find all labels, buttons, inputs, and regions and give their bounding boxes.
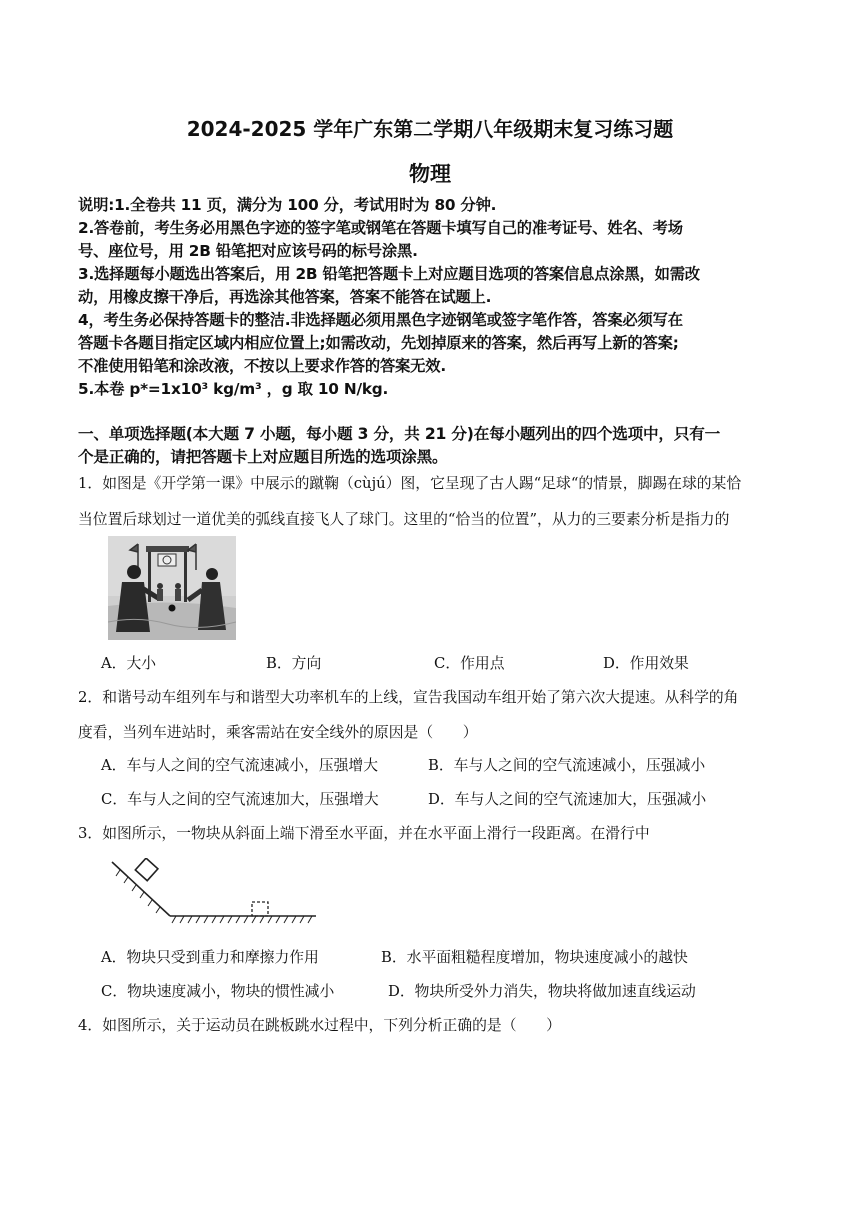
instruction-line: 5.本卷 p*=1x10³ kg/m³ ，g 取 10 N/kg. <box>78 380 389 398</box>
instruction-line: 说明:1.全卷共 11 页，满分为 100 分，考试用时为 80 分钟. <box>78 196 497 214</box>
option-b: B．车与人之间的空气流速减小，压强减小 <box>428 757 706 774</box>
section-heading: 个是正确的，请把答题卡上对应题目所选的选项涂黑。 <box>78 448 448 466</box>
instruction-line: 动，用橡皮擦干净后，再选涂其他答案，答案不能答在试题上. <box>78 288 492 306</box>
option-c: C．车与人之间的空气流速加大，压强增大 <box>101 791 379 808</box>
instruction-line: 2.答卷前，考生务必用黑色字迹的签字笔或钢笔在答题卡填写自己的准考证号、姓名、考场 <box>78 219 683 237</box>
question-text: 当位置后球划过一道优美的弧线直接飞人了球门。这里的“恰当的位置”，从力的三要素分析是指力的 <box>78 511 730 528</box>
option-b: B．水平面粗糙程度增加，物块速度减小的越快 <box>381 949 688 966</box>
question-text: 3．如图所示，一物块从斜面上端下滑至水平面，并在水平面上滑行一段距离。在滑行中 <box>78 825 650 842</box>
instruction-line: 不准使用铅笔和涂改液，不按以上要求作答的答案无效. <box>78 357 446 375</box>
option-d: D．作用效果 <box>603 655 689 672</box>
question-text: 2．和谐号动车组列车与和谐型大功率机车的上线，宣告我国动车组开始了第六次大提速。从科学的角 <box>78 689 739 706</box>
option-c: C．作用点 <box>434 655 505 672</box>
question-text: 1．如图是《开学第一课》中展示的蹴鞠（cùjú）图，它呈现了古人踢“足球“的情景，脚踢在球的某恰 <box>78 475 742 492</box>
instruction-line: 号、座位号，用 2B 铅笔把对应该号码的标号涂黑. <box>78 242 418 260</box>
cuju-illustration <box>108 536 236 640</box>
option-d: D．物块所受外力消失，物块将做加速直线运动 <box>388 983 696 1000</box>
incline-block-diagram <box>106 858 318 928</box>
instruction-line: 答题卡各题目指定区域内相应位置上;如需改动，先划掉原来的答案，然后再写上新的答案; <box>78 334 679 352</box>
option-a: A．车与人之间的空气流速减小，压强增大 <box>101 757 379 774</box>
option-d: D．车与人之间的空气流速加大，压强减小 <box>428 791 707 808</box>
subject-heading: 物理 <box>409 162 451 186</box>
exam-title: 2024-2025 学年广东第二学期八年级期末复习练习题 <box>186 117 674 141</box>
option-b: B．方向 <box>266 655 322 672</box>
question-text: 度看，当列车进站时，乘客需站在安全线外的原因是（ ） <box>78 724 478 741</box>
option-a: A．大小 <box>101 655 157 672</box>
instruction-line: 3.选择题每小题选出答案后，用 2B 铅笔把答题卡上对应题目选项的答案信息点涂黑，如需改 <box>78 265 700 283</box>
question-text: 4．如图所示，关于运动员在跳板跳水过程中，下列分析正确的是（ ） <box>78 1017 561 1034</box>
instruction-line: 4，考生务必保持答题卡的整洁.非选择题必须用黑色字迹钢笔或签字笔作答，答案必须写在 <box>78 311 683 329</box>
option-c: C．物块速度减小，物块的惯性减小 <box>101 983 335 1000</box>
section-heading: 一、单项选择题(本大题 7 小题，每小题 3 分，共 21 分)在每小题列出的四个选项中，只有一 <box>78 425 721 443</box>
option-a: A．物块只受到重力和摩擦力作用 <box>101 949 319 966</box>
